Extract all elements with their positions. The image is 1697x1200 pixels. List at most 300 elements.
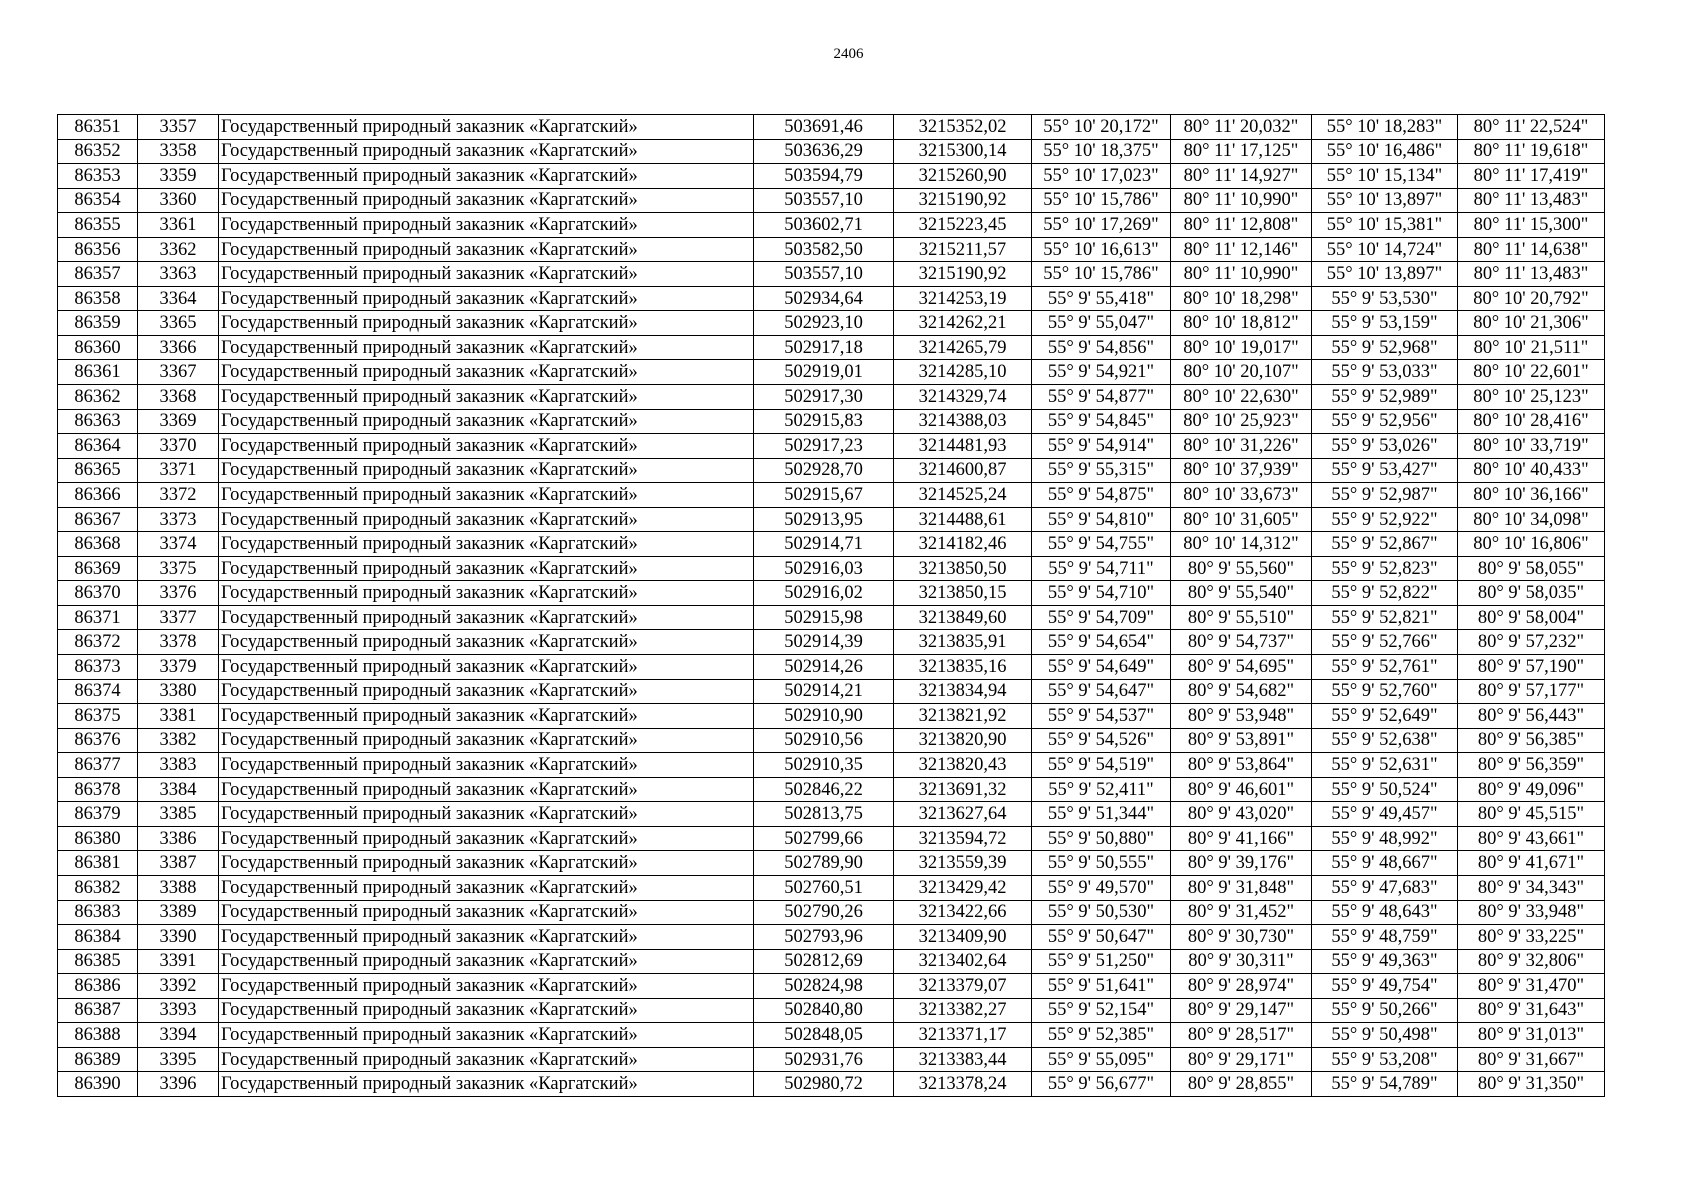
territory-name-cell: Государственный природный заказник «Каргатский»	[219, 458, 754, 483]
point-number-cell: 3365	[138, 311, 219, 336]
longitude-1-cell: 80° 9' 28,855"	[1171, 1072, 1312, 1097]
latitude-1-cell: 55° 9' 54,526"	[1032, 728, 1171, 753]
latitude-1-cell: 55° 9' 54,875"	[1032, 483, 1171, 508]
point-number-cell: 3361	[138, 213, 219, 238]
latitude-2-cell: 55° 9' 48,643"	[1312, 900, 1458, 925]
row-number-cell: 86353	[58, 164, 138, 189]
x-coordinate-cell: 502914,71	[754, 532, 894, 557]
longitude-1-cell: 80° 9' 29,147"	[1171, 998, 1312, 1023]
latitude-2-cell: 55° 9' 53,159"	[1312, 311, 1458, 336]
y-coordinate-cell: 3213422,66	[894, 900, 1032, 925]
point-number-cell: 3366	[138, 335, 219, 360]
row-number-cell: 86351	[58, 115, 138, 140]
latitude-1-cell: 55° 9' 50,530"	[1032, 900, 1171, 925]
latitude-1-cell: 55° 9' 55,315"	[1032, 458, 1171, 483]
latitude-1-cell: 55° 10' 15,786"	[1032, 262, 1171, 287]
point-number-cell: 3386	[138, 826, 219, 851]
table-row	[58, 483, 1605, 508]
longitude-2-cell: 80° 9' 58,004"	[1458, 605, 1605, 630]
territory-name-cell: Государственный природный заказник «Каргатский»	[219, 1023, 754, 1048]
latitude-1-cell: 55° 9' 52,411"	[1032, 777, 1171, 802]
territory-name-cell: Государственный природный заказник «Каргатский»	[219, 164, 754, 189]
row-number-cell: 86371	[58, 605, 138, 630]
table-row	[58, 1047, 1605, 1072]
longitude-2-cell: 80° 9' 58,055"	[1458, 556, 1605, 581]
point-number-cell: 3390	[138, 925, 219, 950]
table-row	[58, 507, 1605, 532]
longitude-1-cell: 80° 9' 29,171"	[1171, 1047, 1312, 1072]
y-coordinate-cell: 3214600,87	[894, 458, 1032, 483]
territory-name-cell: Государственный природный заказник «Каргатский»	[219, 385, 754, 410]
territory-name-cell: Государственный природный заказник «Каргатский»	[219, 286, 754, 311]
y-coordinate-cell: 3213835,91	[894, 630, 1032, 655]
territory-name-cell: Государственный природный заказник «Каргатский»	[219, 360, 754, 385]
x-coordinate-cell: 502917,23	[754, 434, 894, 459]
row-number-cell: 86354	[58, 188, 138, 213]
x-coordinate-cell: 502799,66	[754, 826, 894, 851]
latitude-2-cell: 55° 9' 50,524"	[1312, 777, 1458, 802]
territory-name-cell: Государственный природный заказник «Каргатский»	[219, 434, 754, 459]
point-number-cell: 3383	[138, 753, 219, 778]
point-number-cell: 3369	[138, 409, 219, 434]
x-coordinate-cell: 503582,50	[754, 237, 894, 262]
latitude-2-cell: 55° 9' 53,033"	[1312, 360, 1458, 385]
longitude-1-cell: 80° 10' 37,939"	[1171, 458, 1312, 483]
latitude-1-cell: 55° 9' 52,385"	[1032, 1023, 1171, 1048]
y-coordinate-cell: 3214285,10	[894, 360, 1032, 385]
x-coordinate-cell: 502917,18	[754, 335, 894, 360]
longitude-1-cell: 80° 9' 30,730"	[1171, 925, 1312, 950]
longitude-2-cell: 80° 11' 13,483"	[1458, 188, 1605, 213]
x-coordinate-cell: 502793,96	[754, 925, 894, 950]
longitude-1-cell: 80° 9' 53,891"	[1171, 728, 1312, 753]
longitude-2-cell: 80° 11' 14,638"	[1458, 237, 1605, 262]
territory-name-cell: Государственный природный заказник «Каргатский»	[219, 139, 754, 164]
point-number-cell: 3378	[138, 630, 219, 655]
y-coordinate-cell: 3213834,94	[894, 679, 1032, 704]
territory-name-cell: Государственный природный заказник «Каргатский»	[219, 655, 754, 680]
table-row	[58, 532, 1605, 557]
coordinates-table	[57, 114, 1605, 1097]
longitude-2-cell: 80° 9' 57,190"	[1458, 655, 1605, 680]
point-number-cell: 3362	[138, 237, 219, 262]
table-row	[58, 655, 1605, 680]
row-number-cell: 86370	[58, 581, 138, 606]
longitude-1-cell: 80° 11' 20,032"	[1171, 115, 1312, 140]
longitude-2-cell: 80° 11' 19,618"	[1458, 139, 1605, 164]
table-row	[58, 360, 1605, 385]
longitude-1-cell: 80° 10' 31,605"	[1171, 507, 1312, 532]
x-coordinate-cell: 502916,03	[754, 556, 894, 581]
point-number-cell: 3380	[138, 679, 219, 704]
point-number-cell: 3359	[138, 164, 219, 189]
row-number-cell: 86357	[58, 262, 138, 287]
longitude-1-cell: 80° 9' 46,601"	[1171, 777, 1312, 802]
row-number-cell: 86375	[58, 704, 138, 729]
x-coordinate-cell: 502760,51	[754, 875, 894, 900]
longitude-1-cell: 80° 11' 17,125"	[1171, 139, 1312, 164]
x-coordinate-cell: 502934,64	[754, 286, 894, 311]
x-coordinate-cell: 502916,02	[754, 581, 894, 606]
longitude-1-cell: 80° 9' 55,540"	[1171, 581, 1312, 606]
latitude-2-cell: 55° 9' 52,761"	[1312, 655, 1458, 680]
x-coordinate-cell: 502914,21	[754, 679, 894, 704]
longitude-2-cell: 80° 10' 16,806"	[1458, 532, 1605, 557]
x-coordinate-cell: 502824,98	[754, 974, 894, 999]
table-row	[58, 188, 1605, 213]
point-number-cell: 3392	[138, 974, 219, 999]
territory-name-cell: Государственный природный заказник «Каргатский»	[219, 409, 754, 434]
row-number-cell: 86379	[58, 802, 138, 827]
y-coordinate-cell: 3213379,07	[894, 974, 1032, 999]
latitude-1-cell: 55° 9' 54,845"	[1032, 409, 1171, 434]
y-coordinate-cell: 3215260,90	[894, 164, 1032, 189]
y-coordinate-cell: 3213409,90	[894, 925, 1032, 950]
y-coordinate-cell: 3215223,45	[894, 213, 1032, 238]
row-number-cell: 86378	[58, 777, 138, 802]
table-row	[58, 679, 1605, 704]
latitude-2-cell: 55° 9' 52,867"	[1312, 532, 1458, 557]
table-row	[58, 385, 1605, 410]
territory-name-cell: Государственный природный заказник «Каргатский»	[219, 262, 754, 287]
longitude-1-cell: 80° 9' 54,737"	[1171, 630, 1312, 655]
y-coordinate-cell: 3213691,32	[894, 777, 1032, 802]
latitude-1-cell: 55° 9' 54,710"	[1032, 581, 1171, 606]
longitude-1-cell: 80° 10' 22,630"	[1171, 385, 1312, 410]
territory-name-cell: Государственный природный заказник «Каргатский»	[219, 949, 754, 974]
table-row	[58, 704, 1605, 729]
territory-name-cell: Государственный природный заказник «Каргатский»	[219, 753, 754, 778]
x-coordinate-cell: 502914,26	[754, 655, 894, 680]
territory-name-cell: Государственный природный заказник «Каргатский»	[219, 311, 754, 336]
point-number-cell: 3391	[138, 949, 219, 974]
longitude-2-cell: 80° 11' 13,483"	[1458, 262, 1605, 287]
point-number-cell: 3388	[138, 875, 219, 900]
territory-name-cell: Государственный природный заказник «Каргатский»	[219, 188, 754, 213]
table-row	[58, 777, 1605, 802]
table-body	[58, 115, 1605, 1097]
x-coordinate-cell: 502789,90	[754, 851, 894, 876]
y-coordinate-cell: 3213429,42	[894, 875, 1032, 900]
point-number-cell: 3376	[138, 581, 219, 606]
longitude-1-cell: 80° 10' 20,107"	[1171, 360, 1312, 385]
x-coordinate-cell: 502915,67	[754, 483, 894, 508]
row-number-cell: 86355	[58, 213, 138, 238]
x-coordinate-cell: 502812,69	[754, 949, 894, 974]
latitude-2-cell: 55° 10' 18,283"	[1312, 115, 1458, 140]
longitude-1-cell: 80° 9' 53,948"	[1171, 704, 1312, 729]
row-number-cell: 86380	[58, 826, 138, 851]
x-coordinate-cell: 503594,79	[754, 164, 894, 189]
latitude-2-cell: 55° 10' 13,897"	[1312, 262, 1458, 287]
longitude-2-cell: 80° 9' 41,671"	[1458, 851, 1605, 876]
latitude-1-cell: 55° 9' 50,555"	[1032, 851, 1171, 876]
y-coordinate-cell: 3213820,90	[894, 728, 1032, 753]
point-number-cell: 3360	[138, 188, 219, 213]
latitude-1-cell: 55° 10' 20,172"	[1032, 115, 1171, 140]
longitude-2-cell: 80° 9' 31,643"	[1458, 998, 1605, 1023]
point-number-cell: 3396	[138, 1072, 219, 1097]
y-coordinate-cell: 3213627,64	[894, 802, 1032, 827]
point-number-cell: 3395	[138, 1047, 219, 1072]
latitude-2-cell: 55° 9' 50,266"	[1312, 998, 1458, 1023]
point-number-cell: 3382	[138, 728, 219, 753]
latitude-2-cell: 55° 9' 49,363"	[1312, 949, 1458, 974]
latitude-1-cell: 55° 9' 52,154"	[1032, 998, 1171, 1023]
territory-name-cell: Государственный природный заказник «Каргатский»	[219, 728, 754, 753]
longitude-2-cell: 80° 11' 22,524"	[1458, 115, 1605, 140]
y-coordinate-cell: 3214253,19	[894, 286, 1032, 311]
y-coordinate-cell: 3215352,02	[894, 115, 1032, 140]
longitude-1-cell: 80° 9' 43,020"	[1171, 802, 1312, 827]
y-coordinate-cell: 3213820,43	[894, 753, 1032, 778]
y-coordinate-cell: 3213383,44	[894, 1047, 1032, 1072]
y-coordinate-cell: 3213378,24	[894, 1072, 1032, 1097]
latitude-2-cell: 55° 9' 53,530"	[1312, 286, 1458, 311]
row-number-cell: 86362	[58, 385, 138, 410]
longitude-1-cell: 80° 9' 53,864"	[1171, 753, 1312, 778]
latitude-1-cell: 55° 9' 54,914"	[1032, 434, 1171, 459]
table-row	[58, 998, 1605, 1023]
latitude-2-cell: 55° 10' 16,486"	[1312, 139, 1458, 164]
y-coordinate-cell: 3214265,79	[894, 335, 1032, 360]
longitude-2-cell: 80° 9' 31,667"	[1458, 1047, 1605, 1072]
longitude-1-cell: 80° 9' 55,510"	[1171, 605, 1312, 630]
longitude-2-cell: 80° 9' 56,385"	[1458, 728, 1605, 753]
table-row	[58, 728, 1605, 753]
row-number-cell: 86361	[58, 360, 138, 385]
latitude-2-cell: 55° 9' 48,667"	[1312, 851, 1458, 876]
point-number-cell: 3364	[138, 286, 219, 311]
longitude-2-cell: 80° 9' 33,225"	[1458, 925, 1605, 950]
x-coordinate-cell: 502846,22	[754, 777, 894, 802]
row-number-cell: 86356	[58, 237, 138, 262]
x-coordinate-cell: 502919,01	[754, 360, 894, 385]
latitude-1-cell: 55° 9' 49,570"	[1032, 875, 1171, 900]
territory-name-cell: Государственный природный заказник «Каргатский»	[219, 851, 754, 876]
latitude-2-cell: 55° 9' 48,992"	[1312, 826, 1458, 851]
latitude-1-cell: 55° 9' 56,677"	[1032, 1072, 1171, 1097]
territory-name-cell: Государственный природный заказник «Каргатский»	[219, 605, 754, 630]
row-number-cell: 86381	[58, 851, 138, 876]
y-coordinate-cell: 3214488,61	[894, 507, 1032, 532]
row-number-cell: 86388	[58, 1023, 138, 1048]
point-number-cell: 3384	[138, 777, 219, 802]
territory-name-cell: Государственный природный заказник «Каргатский»	[219, 679, 754, 704]
point-number-cell: 3394	[138, 1023, 219, 1048]
territory-name-cell: Государственный природный заказник «Каргатский»	[219, 704, 754, 729]
y-coordinate-cell: 3215190,92	[894, 262, 1032, 287]
x-coordinate-cell: 503602,71	[754, 213, 894, 238]
latitude-1-cell: 55° 9' 54,654"	[1032, 630, 1171, 655]
latitude-1-cell: 55° 10' 18,375"	[1032, 139, 1171, 164]
point-number-cell: 3377	[138, 605, 219, 630]
longitude-1-cell: 80° 9' 28,974"	[1171, 974, 1312, 999]
territory-name-cell: Государственный природный заказник «Каргатский»	[219, 802, 754, 827]
table-row	[58, 311, 1605, 336]
y-coordinate-cell: 3213850,15	[894, 581, 1032, 606]
latitude-1-cell: 55° 9' 55,095"	[1032, 1047, 1171, 1072]
table-row	[58, 630, 1605, 655]
territory-name-cell: Государственный природный заказник «Каргатский»	[219, 213, 754, 238]
longitude-2-cell: 80° 11' 15,300"	[1458, 213, 1605, 238]
latitude-1-cell: 55° 9' 54,649"	[1032, 655, 1171, 680]
longitude-1-cell: 80° 9' 30,311"	[1171, 949, 1312, 974]
point-number-cell: 3387	[138, 851, 219, 876]
longitude-2-cell: 80° 10' 22,601"	[1458, 360, 1605, 385]
x-coordinate-cell: 502923,10	[754, 311, 894, 336]
territory-name-cell: Государственный природный заказник «Каргатский»	[219, 900, 754, 925]
longitude-1-cell: 80° 10' 25,923"	[1171, 409, 1312, 434]
table-row	[58, 434, 1605, 459]
table-row	[58, 139, 1605, 164]
longitude-1-cell: 80° 9' 54,682"	[1171, 679, 1312, 704]
latitude-2-cell: 55° 9' 53,026"	[1312, 434, 1458, 459]
territory-name-cell: Государственный природный заказник «Каргатский»	[219, 483, 754, 508]
longitude-1-cell: 80° 10' 33,673"	[1171, 483, 1312, 508]
longitude-2-cell: 80° 10' 28,416"	[1458, 409, 1605, 434]
territory-name-cell: Государственный природный заказник «Каргатский»	[219, 532, 754, 557]
row-number-cell: 86364	[58, 434, 138, 459]
territory-name-cell: Государственный природный заказник «Каргатский»	[219, 998, 754, 1023]
longitude-2-cell: 80° 9' 31,013"	[1458, 1023, 1605, 1048]
latitude-2-cell: 55° 9' 52,821"	[1312, 605, 1458, 630]
y-coordinate-cell: 3214262,21	[894, 311, 1032, 336]
latitude-1-cell: 55° 10' 16,613"	[1032, 237, 1171, 262]
x-coordinate-cell: 502840,80	[754, 998, 894, 1023]
table-row	[58, 949, 1605, 974]
row-number-cell: 86372	[58, 630, 138, 655]
row-number-cell: 86374	[58, 679, 138, 704]
row-number-cell: 86390	[58, 1072, 138, 1097]
row-number-cell: 86367	[58, 507, 138, 532]
latitude-2-cell: 55° 9' 52,822"	[1312, 581, 1458, 606]
territory-name-cell: Государственный природный заказник «Каргатский»	[219, 507, 754, 532]
latitude-1-cell: 55° 10' 17,269"	[1032, 213, 1171, 238]
x-coordinate-cell: 502910,56	[754, 728, 894, 753]
point-number-cell: 3385	[138, 802, 219, 827]
latitude-2-cell: 55° 9' 52,638"	[1312, 728, 1458, 753]
y-coordinate-cell: 3214525,24	[894, 483, 1032, 508]
longitude-2-cell: 80° 9' 33,948"	[1458, 900, 1605, 925]
point-number-cell: 3389	[138, 900, 219, 925]
longitude-2-cell: 80° 10' 33,719"	[1458, 434, 1605, 459]
territory-name-cell: Государственный природный заказник «Каргатский»	[219, 826, 754, 851]
latitude-1-cell: 55° 9' 54,709"	[1032, 605, 1171, 630]
x-coordinate-cell: 502913,95	[754, 507, 894, 532]
y-coordinate-cell: 3214481,93	[894, 434, 1032, 459]
longitude-2-cell: 80° 9' 31,350"	[1458, 1072, 1605, 1097]
longitude-1-cell: 80° 11' 12,146"	[1171, 237, 1312, 262]
latitude-2-cell: 55° 10' 15,134"	[1312, 164, 1458, 189]
territory-name-cell: Государственный природный заказник «Каргатский»	[219, 1047, 754, 1072]
latitude-2-cell: 55° 9' 54,789"	[1312, 1072, 1458, 1097]
row-number-cell: 86386	[58, 974, 138, 999]
y-coordinate-cell: 3215211,57	[894, 237, 1032, 262]
row-number-cell: 86385	[58, 949, 138, 974]
longitude-1-cell: 80° 10' 19,017"	[1171, 335, 1312, 360]
x-coordinate-cell: 502910,35	[754, 753, 894, 778]
territory-name-cell: Государственный природный заказник «Каргатский»	[219, 581, 754, 606]
territory-name-cell: Государственный природный заказник «Каргатский»	[219, 556, 754, 581]
row-number-cell: 86352	[58, 139, 138, 164]
longitude-1-cell: 80° 10' 31,226"	[1171, 434, 1312, 459]
longitude-1-cell: 80° 9' 31,452"	[1171, 900, 1312, 925]
longitude-1-cell: 80° 10' 18,812"	[1171, 311, 1312, 336]
table-row	[58, 556, 1605, 581]
row-number-cell: 86383	[58, 900, 138, 925]
point-number-cell: 3368	[138, 385, 219, 410]
table-row	[58, 286, 1605, 311]
table-row	[58, 115, 1605, 140]
row-number-cell: 86382	[58, 875, 138, 900]
latitude-2-cell: 55° 9' 52,989"	[1312, 385, 1458, 410]
longitude-2-cell: 80° 9' 31,470"	[1458, 974, 1605, 999]
table-row	[58, 851, 1605, 876]
territory-name-cell: Государственный природный заказник «Каргатский»	[219, 974, 754, 999]
latitude-2-cell: 55° 9' 52,922"	[1312, 507, 1458, 532]
longitude-1-cell: 80° 11' 12,808"	[1171, 213, 1312, 238]
table-row	[58, 974, 1605, 999]
row-number-cell: 86387	[58, 998, 138, 1023]
territory-name-cell: Государственный природный заказник «Каргатский»	[219, 875, 754, 900]
latitude-1-cell: 55° 9' 51,250"	[1032, 949, 1171, 974]
point-number-cell: 3393	[138, 998, 219, 1023]
x-coordinate-cell: 502848,05	[754, 1023, 894, 1048]
table-row	[58, 458, 1605, 483]
latitude-1-cell: 55° 9' 54,755"	[1032, 532, 1171, 557]
latitude-1-cell: 55° 9' 54,711"	[1032, 556, 1171, 581]
latitude-2-cell: 55° 9' 52,823"	[1312, 556, 1458, 581]
latitude-1-cell: 55° 9' 54,856"	[1032, 335, 1171, 360]
longitude-2-cell: 80° 10' 20,792"	[1458, 286, 1605, 311]
territory-name-cell: Государственный природный заказник «Каргатский»	[219, 115, 754, 140]
row-number-cell: 86377	[58, 753, 138, 778]
x-coordinate-cell: 502915,83	[754, 409, 894, 434]
longitude-2-cell: 80° 9' 57,177"	[1458, 679, 1605, 704]
row-number-cell: 86368	[58, 532, 138, 557]
longitude-2-cell: 80° 9' 58,035"	[1458, 581, 1605, 606]
point-number-cell: 3363	[138, 262, 219, 287]
x-coordinate-cell: 502931,76	[754, 1047, 894, 1072]
table-row	[58, 1023, 1605, 1048]
row-number-cell: 86389	[58, 1047, 138, 1072]
latitude-2-cell: 55° 10' 14,724"	[1312, 237, 1458, 262]
latitude-1-cell: 55° 9' 54,647"	[1032, 679, 1171, 704]
table-row	[58, 605, 1605, 630]
x-coordinate-cell: 502910,90	[754, 704, 894, 729]
y-coordinate-cell: 3213850,50	[894, 556, 1032, 581]
latitude-1-cell: 55° 9' 54,519"	[1032, 753, 1171, 778]
table-row	[58, 581, 1605, 606]
table-row	[58, 409, 1605, 434]
x-coordinate-cell: 502917,30	[754, 385, 894, 410]
latitude-2-cell: 55° 9' 52,649"	[1312, 704, 1458, 729]
latitude-2-cell: 55° 9' 49,754"	[1312, 974, 1458, 999]
point-number-cell: 3370	[138, 434, 219, 459]
page-number: 2406	[833, 46, 864, 62]
table-row	[58, 826, 1605, 851]
x-coordinate-cell: 502928,70	[754, 458, 894, 483]
latitude-1-cell: 55° 9' 54,537"	[1032, 704, 1171, 729]
point-number-cell: 3367	[138, 360, 219, 385]
latitude-2-cell: 55° 9' 49,457"	[1312, 802, 1458, 827]
latitude-1-cell: 55° 9' 55,418"	[1032, 286, 1171, 311]
row-number-cell: 86359	[58, 311, 138, 336]
x-coordinate-cell: 503557,10	[754, 262, 894, 287]
longitude-1-cell: 80° 10' 18,298"	[1171, 286, 1312, 311]
y-coordinate-cell: 3213402,64	[894, 949, 1032, 974]
